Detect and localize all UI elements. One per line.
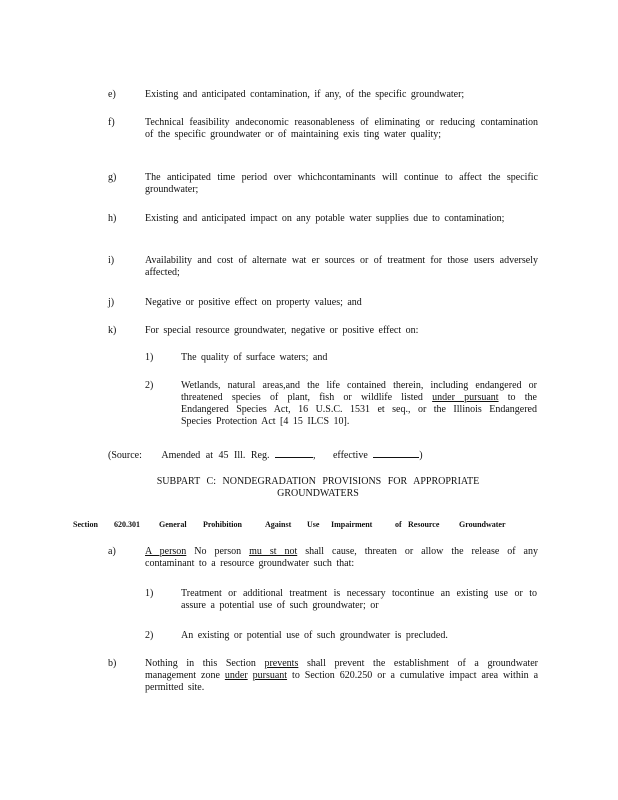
underlined-insertion: A person [145, 546, 187, 557]
item-label: b) [108, 658, 117, 669]
item-text: Availability and cost of alternate wat er sources or of treatment for those users adversely affected; [145, 255, 538, 278]
source-note: (Source: Amended at 45 Ill. Reg. , effective ) [108, 450, 423, 461]
sub-item-k2 [145, 380, 537, 434]
item-text: Existing and anticipated contamination, if any, of the specific groundwater; [145, 89, 465, 100]
section-number: 620.301 [114, 520, 140, 529]
item-label: i) [108, 255, 115, 266]
item-label: g) [108, 172, 117, 183]
item-label: f) [108, 117, 115, 128]
sub-item-text: Wetlands, natural areas,and the life contained therein, including endangered or threatened species of plant, fish or wildlife listed under pursuant to the Endangered Species Act, 16 U.S.C. 1531 et seq., or the Illinois Endangered Species Protection Act [4 15 ILCS 10]. [181, 380, 537, 427]
subpart-heading: SUBPART C: NONDEGRADATION PROVISIONS FOR APPROPRIATE GROUNDWATERS [156, 476, 480, 499]
sub-item-a2 [145, 630, 537, 644]
sub-item-text: Treatment or additional treatment is necessary tocontinue an existing use or to assure a potential use of such groundwater; or [181, 588, 537, 611]
list-item-j [108, 297, 538, 311]
item-label: a) [108, 546, 116, 557]
document-page: e) Existing and anticipated contamination, if any, of the specific groundwater; f) Technical feasibility andeconomic reasonableness of eliminating or reducing contamination of the specific groundwater or of maintaining exis ting water quality; g) The anticipated time period over whichcontaminants will continue to affect the specific groundwater; h) Existing and anticipated impact on any potable water supplies due to contamination; i) Availability and cost of alternate wat er sources or of treatment for those users adversely affected; j) Negative or positive effect on property values; and k) For special resource groundwater, negative or positive effect on: 1) The quality of surface waters; and 2) Wetlands, natural areas,and the life contained therein, including endangered or threatened species of plant, fish or wildlife listed under pursuant to the Endangered Species Act, 16 U.S.C. 1531 et seq., or the Illinois Endangered Species Protection Act [4 15 ILCS 10]. (Source: Amended at 45 Ill. Reg. , effective ) SUBPART C: NONDEGRADATION PROVISIONS FOR APPROPRIATE GROUNDWATERS Section 620.301 General Prohibition Against Use Impairment of Resource Groundwater a) A person No person mu st not shall cause, threaten or allow the release of any contaminant to a resource groundwater such that: 1) Treatment or additional treatment is necessary tocontinue an existing use or to assure a potential use of such groundwater; or 2) An existing or potential use of such groundwater is precluded. b) Nothing in this Section prevents shall prevent the establishment of a groundwater management zone under pursuant to Section 620.250 or a cumulative impact area within a permitted site. [0, 0, 618, 800]
item-label: k) [108, 325, 117, 336]
sub-item-a1 [145, 588, 537, 616]
item-label: j) [108, 297, 115, 308]
underlined-insertion: under pursuant [432, 392, 499, 403]
list-item-f [108, 117, 538, 157]
underlined-insertion: pursuant [252, 670, 288, 681]
section-label: Section [73, 520, 98, 529]
list-item-g [108, 172, 538, 200]
item-text: Technical feasibility andeconomic reasonableness of eliminating or reducing contamination of the specific groundwater or of maintaining exis ting water quality; [145, 117, 538, 140]
item-label: h) [108, 213, 117, 224]
sub-item-label: 2) [145, 630, 154, 641]
item-text: Existing and anticipated impact on any potable water supplies due to contamination; [145, 213, 505, 224]
underlined-insertion: under [224, 670, 248, 681]
item-text: The anticipated time period over whichcontaminants will continue to affect the specific groundwater; [145, 172, 538, 195]
item-text: Negative or positive effect on property values; and [145, 297, 362, 308]
sub-item-k1 [145, 352, 537, 366]
list-item-k [108, 325, 538, 339]
section-item-a [108, 546, 538, 574]
list-item-e [108, 89, 538, 103]
sub-item-label: 1) [145, 352, 154, 363]
blank-line [373, 448, 419, 458]
sub-item-label: 2) [145, 380, 154, 391]
item-text: A person No person mu st not shall cause, threaten or allow the release of any contaminant to a resource groundwater such that: [145, 546, 538, 569]
item-text: Nothing in this Section prevents shall prevent the establishment of a groundwater management zone under pursuant to Section 620.250 or a cumulative impact area within a permitted site. [145, 658, 539, 693]
section-item-b [108, 658, 538, 700]
underlined-insertion: prevents [264, 658, 299, 669]
blank-line [275, 448, 313, 458]
list-item-h [108, 213, 538, 241]
list-item-i [108, 255, 538, 283]
item-label: e) [108, 89, 116, 100]
sub-item-label: 1) [145, 588, 154, 599]
underlined-insertion: mu st not [249, 546, 298, 557]
sub-item-text: An existing or potential use of such groundwater is precluded. [181, 630, 448, 641]
item-text: For special resource groundwater, negative or positive effect on: [145, 325, 419, 336]
sub-item-text: The quality of surface waters; and [181, 352, 328, 363]
